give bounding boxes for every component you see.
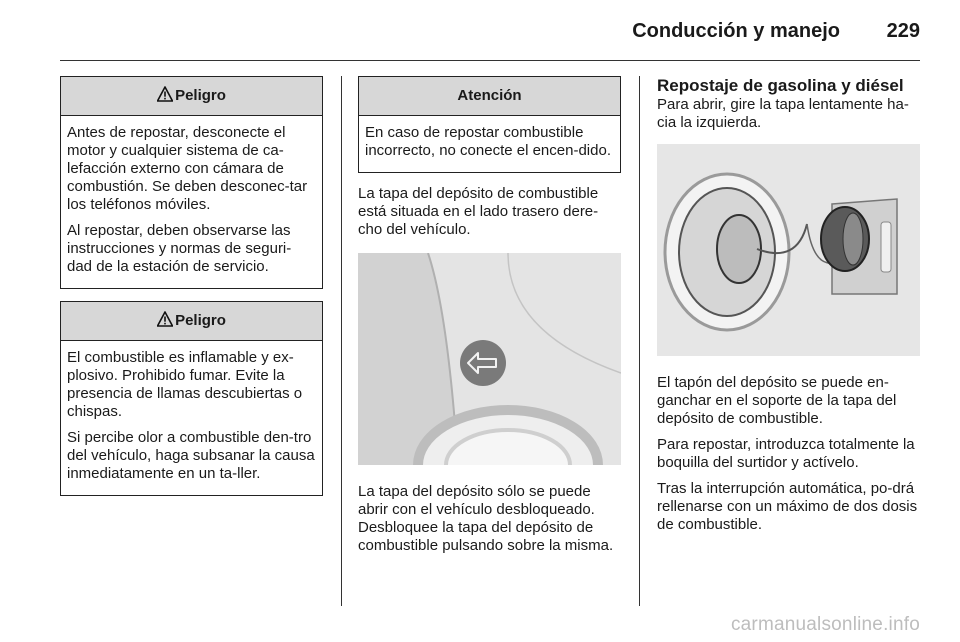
warning-title: Peligro <box>175 312 226 329</box>
body-paragraph: Tras la interrupción automática, po-drá rellenarse con un máximo de dos dosis de combustible. <box>657 480 918 533</box>
watermark: carmanualsonline.info <box>730 614 920 635</box>
fuel-cap-photo <box>657 144 920 356</box>
fuel-cap-illustration <box>657 144 920 356</box>
warning-header <box>61 302 322 341</box>
notice-header: Atención <box>359 77 620 116</box>
notice-box <box>358 76 621 173</box>
body-paragraph: La tapa del depósito de combustible está situada en el lado trasero dere-cho del vehículo. <box>358 185 599 238</box>
car-rear-illustration <box>358 253 621 465</box>
section-heading: Repostaje de gasolina y diésel <box>657 76 904 95</box>
body-paragraph: Para abrir, gire la tapa lentamente ha-cia la izquierda. <box>657 96 909 131</box>
warning-box <box>60 301 323 496</box>
middle-column <box>358 76 621 563</box>
warning-title: Peligro <box>175 87 226 104</box>
body-paragraph: La tapa del depósito sólo se puede abrir con el vehículo desbloqueado. Desbloquee la tapa del depósito de combustible pulsando sobre la misma. <box>358 483 614 554</box>
warning-text: Si percibe olor a combustible den-tro del vehículo, haga subsanar la causa inmediatamente en un ta-ller. <box>67 429 315 482</box>
warning-text: El combustible es inflamable y ex-plosivo. Prohibido fumar. Evite la presencia de llamas descubiertas o chispas. <box>67 349 303 420</box>
right-column <box>657 76 920 542</box>
column-divider <box>639 76 640 606</box>
left-column <box>60 76 323 496</box>
warning-box <box>60 76 323 289</box>
notice-text: En caso de repostar combustible incorrecto, no conecte el encen-dido. <box>365 124 611 159</box>
body-paragraph: El tapón del depósito se puede en-ganchar en el soporte de la tapa del depósito de combustible. <box>657 374 897 427</box>
warning-text: Al repostar, deben observarse las instrucciones y normas de seguri-dad de la estación de servicio. <box>67 222 292 275</box>
warning-header <box>61 77 322 116</box>
warning-triangle-icon <box>157 86 173 102</box>
warning-text: Antes de repostar, desconecte el motor y cualquier sistema de ca-lefacción externo con cámara de combustión. Se deben desconec-tar los teléfonos móviles. <box>67 124 308 213</box>
section-title: Conducción y manejo <box>632 20 840 42</box>
page-number: 229 <box>886 20 920 42</box>
page-header <box>60 18 920 61</box>
warning-triangle-icon <box>157 311 173 327</box>
column-divider <box>341 76 342 606</box>
fuel-door-photo <box>358 253 621 465</box>
body-paragraph: Para repostar, introduzca totalmente la boquilla del surtidor y actívelo. <box>657 436 915 471</box>
